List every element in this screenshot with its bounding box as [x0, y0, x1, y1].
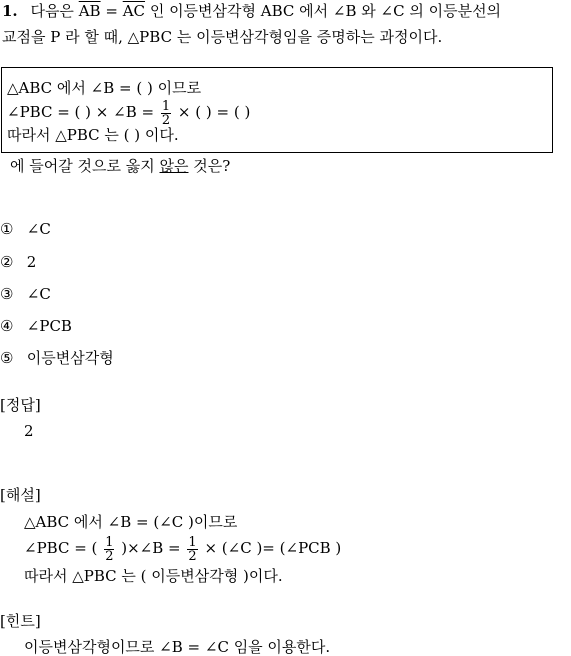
option-3[interactable] [0, 285, 51, 303]
explanation-line-2-c: × (∠C )= (∠PCB ) [204, 539, 342, 557]
proof-line-2 [7, 98, 250, 127]
option-4[interactable] [0, 317, 72, 335]
segment-ab: $\overline{AB}$ [78, 2, 101, 20]
option-1[interactable] [0, 220, 51, 238]
option-5[interactable] [0, 349, 114, 367]
question-line-2: 교점을 P 라 할 때, △PBC 는 이등변삼각형임을 증명하는 과정이다. [2, 28, 443, 46]
explanation-line-2-b: )×∠B = [121, 539, 181, 557]
segment-ac: $\overline{AC}$ [122, 2, 146, 20]
fraction-one-half [161, 100, 171, 127]
explanation-line-1: △ABC 에서 ∠B = (∠C )이므로 [24, 513, 238, 531]
prompt-underlined: 않은 [159, 157, 189, 175]
option-text: ∠C [26, 285, 51, 303]
explanation-line-2 [24, 533, 341, 563]
explanation-line-3: 따라서 △PBC 는 ( 이등변삼각형 )이다. [24, 567, 283, 585]
prompt-text-b: 것은? [193, 157, 231, 175]
equals-sign: = [105, 2, 118, 20]
option-text: ∠C [26, 220, 51, 238]
fraction-numerator: 1 [161, 98, 171, 114]
question-line-1 [2, 2, 501, 20]
answer-label: [정답] [0, 396, 41, 414]
question-text-b: 인 이등변삼각형 ABC 에서 ∠B 와 ∠C 의 이등분선의 [149, 2, 502, 20]
option-text: 2 [26, 253, 37, 271]
option-mark: ⑤ [0, 349, 14, 367]
hint-text: 이등변삼각형이므로 ∠B = ∠C 임을 이용한다. [24, 638, 331, 656]
proof-line-3: 따라서 △PBC 는 ( ) 이다. [7, 126, 179, 144]
option-mark: ③ [0, 285, 14, 303]
option-mark: ② [0, 253, 14, 271]
answer-value: 2 [24, 422, 34, 440]
option-mark: ① [0, 220, 14, 238]
option-mark: ④ [0, 317, 14, 335]
fraction-denominator: 2 [105, 548, 114, 564]
fraction-denominator: 2 [188, 548, 197, 564]
explanation-fraction-1 [104, 536, 114, 563]
proof-line-2-b: × ( ) = ( ) [177, 103, 251, 121]
question-text-a: 다음은 [30, 2, 74, 20]
explanation-fraction-2 [187, 536, 197, 563]
proof-line-2-a: ∠PBC = ( ) × ∠B = [7, 103, 155, 121]
explanation-line-2-a: ∠PBC = ( [24, 539, 98, 557]
question-number: 1. [2, 2, 18, 20]
option-2[interactable] [0, 253, 36, 271]
fraction-numerator: 1 [188, 534, 197, 550]
hint-label: [힌트] [0, 612, 41, 630]
prompt-text-a: 에 들어갈 것으로 옳지 [10, 157, 155, 175]
explanation-label: [해설] [0, 486, 41, 504]
fraction-numerator: 1 [105, 534, 114, 550]
option-text: 이등변삼각형 [26, 349, 114, 367]
fraction-denominator: 2 [161, 112, 171, 128]
proof-line-1: △ABC 에서 ∠B = ( ) 이므로 [7, 79, 202, 97]
option-text: ∠PCB [26, 317, 72, 335]
question-prompt [10, 157, 230, 175]
